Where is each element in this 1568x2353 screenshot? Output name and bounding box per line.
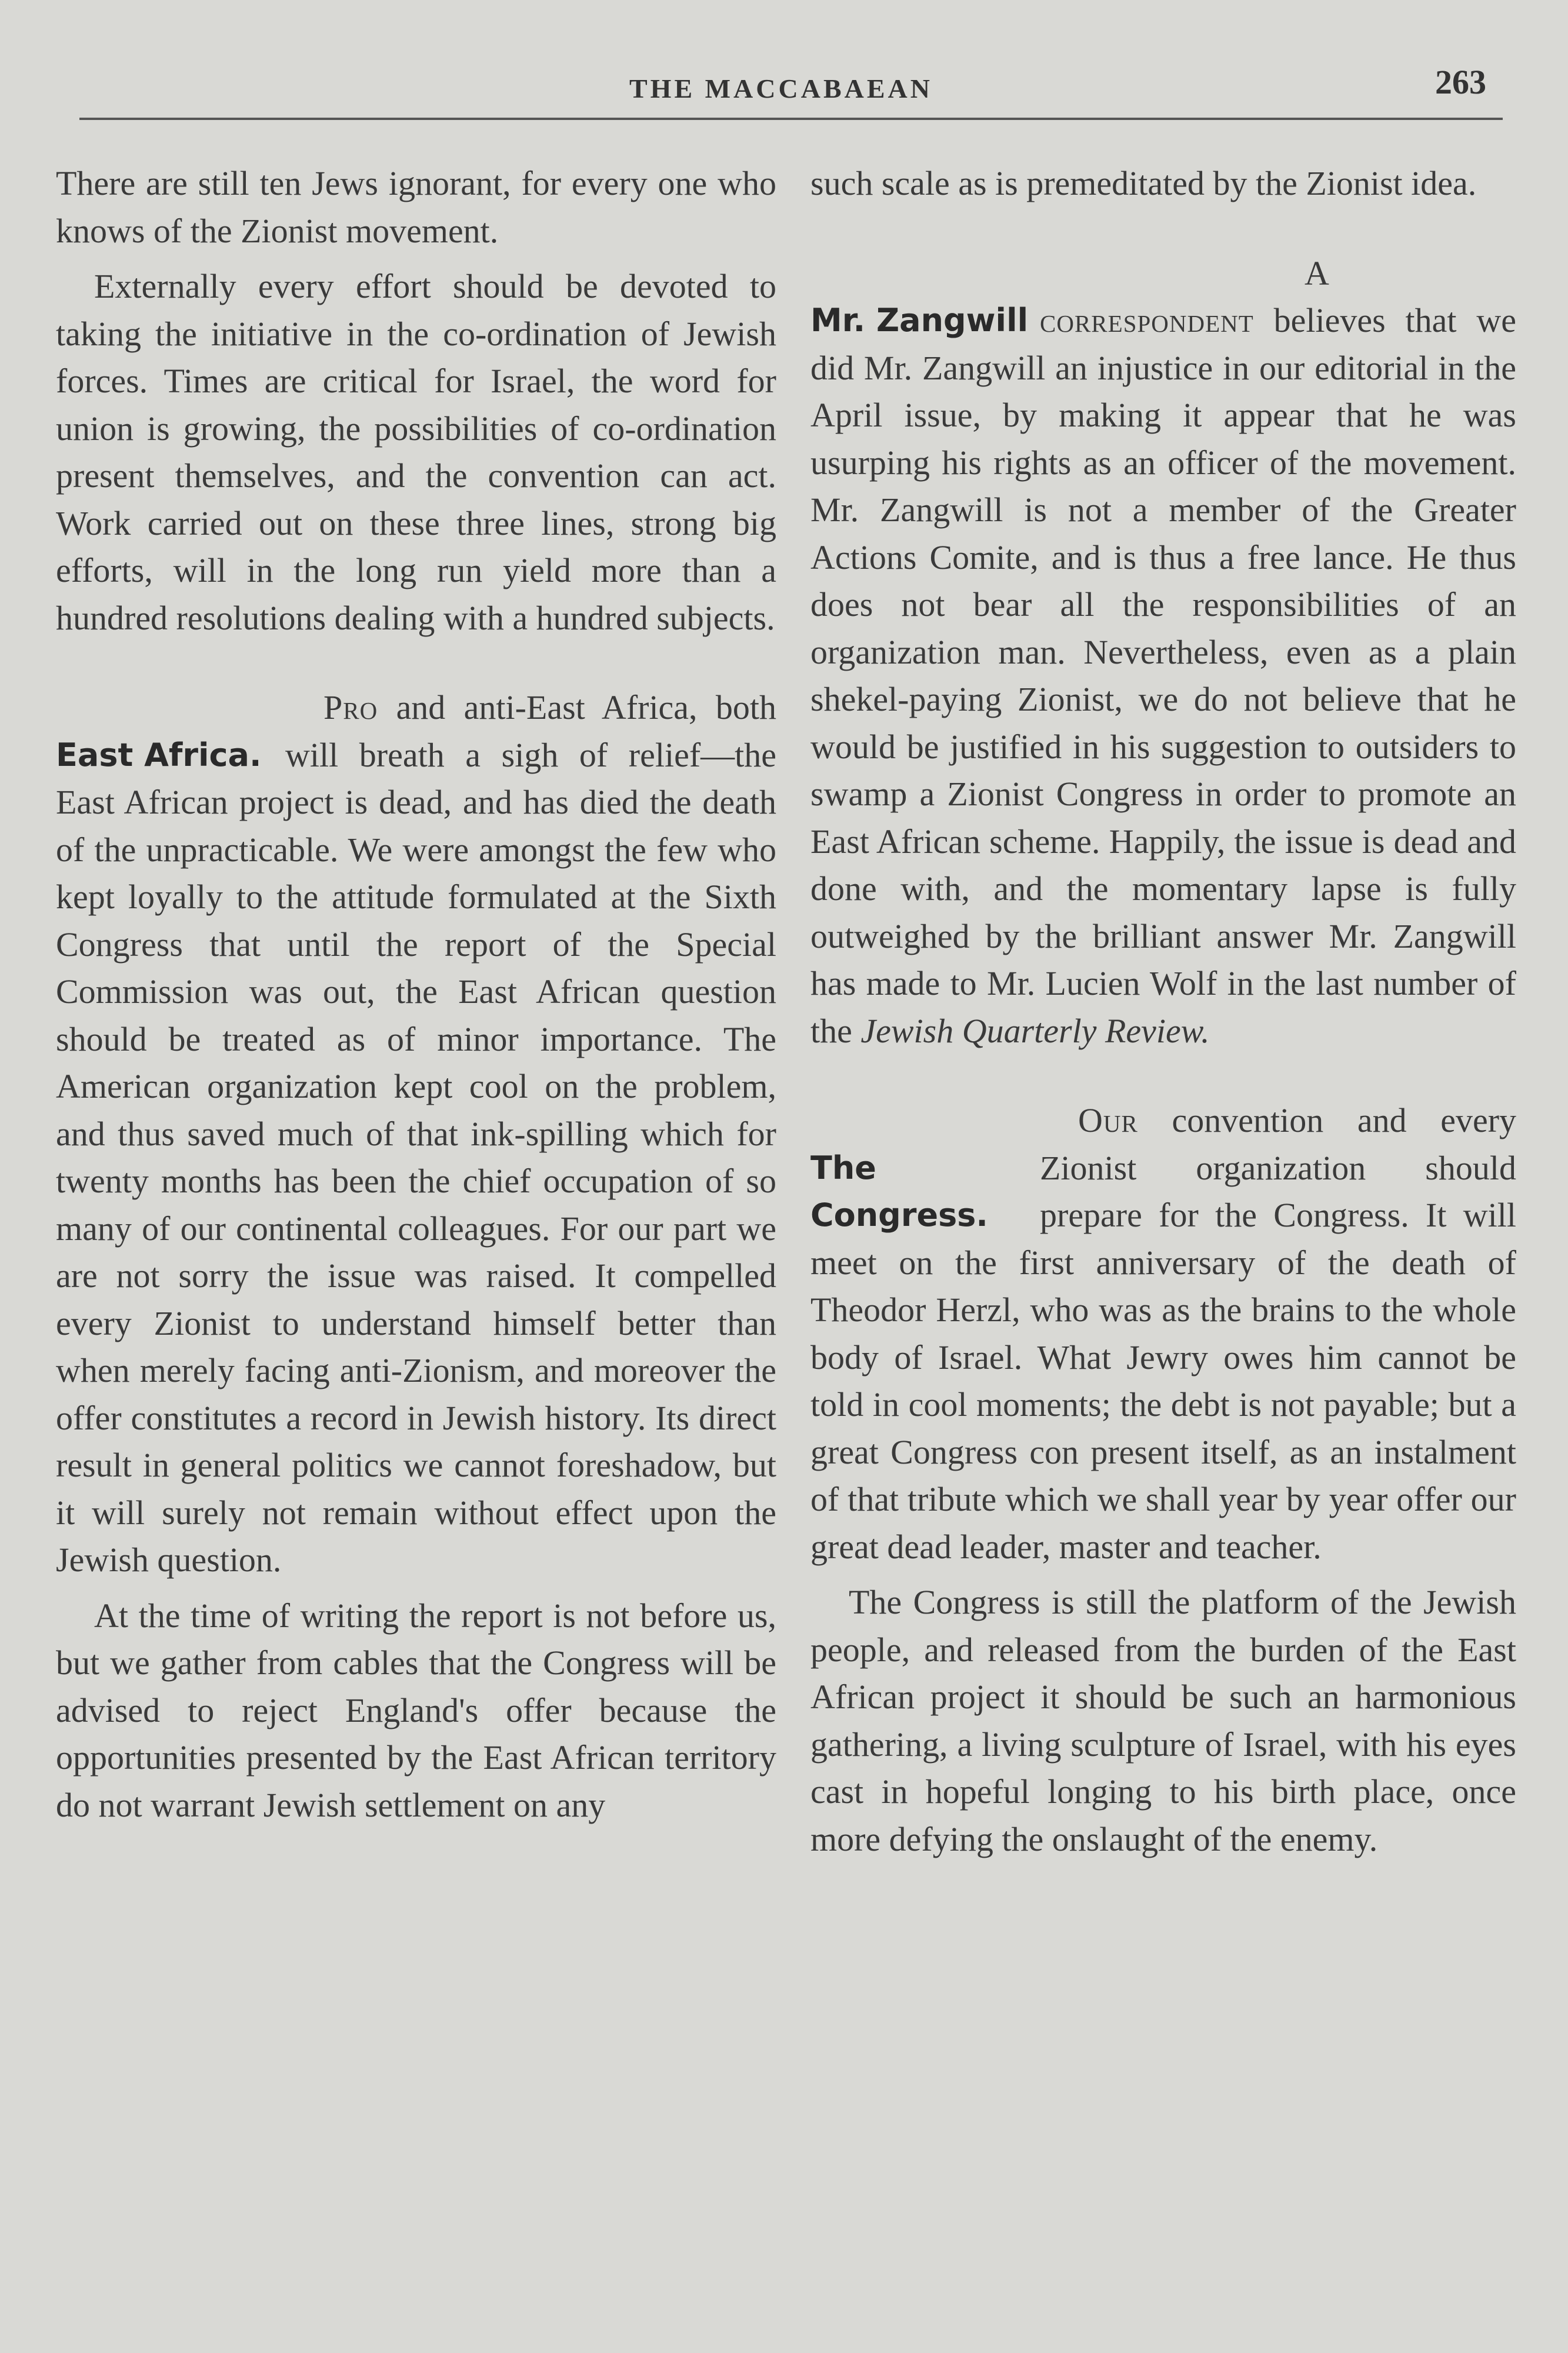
- page-number: 263: [1435, 63, 1486, 101]
- running-head: THE MACCABAEAN: [629, 74, 933, 104]
- side-head-zangwill: Mr. Zangwill: [810, 302, 1029, 339]
- side-head-east-africa: East Africa.: [56, 736, 262, 774]
- side-head-congress: The Congress.: [810, 1149, 988, 1234]
- section-east-africa: [56, 684, 776, 1584]
- paragraph-congress: convention and every Zionist organization should prepare for the Congress. It will meet on the first anniversary of the death of Theodor Herzl, who was as the brains to the whole body of Israel. What Jewry owes him cannot be told in cool moments; the debt is not payable; but a great Congress con present itself, as an instalment of that tribute which we shall year by year offer our great dead leader, master and teacher.: [810, 1101, 1517, 1566]
- header-rule: [79, 118, 1503, 120]
- paragraph-coordination: Externally every effort should be devoted to taking the initiative in the co-ordination of Jewish forces. Times are critical for Israel, the word for union is growing, the possibilities of co-ordination present themselves, and the convention can act. Work carried out on these three lines, strong big efforts, will in the long run yield more than a hundred resolutions dealing with a hundred subjects.: [56, 267, 776, 637]
- paragraph-continuation: such scale as is premeditated by the Zionist idea.: [810, 164, 1477, 202]
- paragraph-ignorance: There are still ten Jews ignorant, for every one who knows of the Zionist movement.: [56, 164, 776, 250]
- left-column: [56, 160, 776, 1829]
- paragraph-platform: The Congress is still the platform of the Jewish people, and released from the burden of the East African project it should be such an harmonious gathering, a living sculpture of Israel, with his eyes cast in hopeful longing to his birth place, once more defying the onslaught of the enemy.: [810, 1583, 1516, 1858]
- congress-lead-word: Our: [1078, 1101, 1138, 1139]
- paragraph-east-africa: and anti-East Africa, both will breath a sigh of relief—the East African project is dead, and has died the death of the unpracticable. We were amongst the few who kept loyally to the attitude formulated at the Sixth Congress that until the report of the Special Commission was out, the East African question should be treated as of minor importance. The American organization kept cool on the problem, and thus saved much of that ink-spilling which for twenty months has been the chief occupation of so many of our continental colleagues. For our part we are not sorry the issue was raised. It compelled every Zionist to understand himself better than when merely facing anti-Zionism, and moreover the offer constitutes a record in Jewish history. Its direct result in general politics we cannot foreshadow, but it will surely not remain without effect upon the Jewish question.: [56, 688, 776, 1579]
- paragraph-report: At the time of writing the report is not before us, but we gather from cables that the Congress will be advised to reject England's offer because the opportunities presented by the East African territory do not warrant Jewish settlement on any: [56, 1596, 776, 1824]
- paragraph-zangwill: believes that we did Mr. Zangwill an injustice in our editorial in the April issue, by making it appear that he was usurping his rights as an officer of the movement. Mr. Zangwill is not a member of the Greater Actions Comite, and is thus a free lance. He thus does not bear all the responsibilities of an organization man. Nevertheless, even as a plain shekel-paying Zionist, we do not believe that he would be justified in his suggestion to outsiders to swamp a Zionist Congress in order to promote an East African scheme. Happily, the issue is dead and done with, and the momentary lapse is fully outweighed by the brilliant answer Mr. Zangwill has made to Mr. Lucien Wolf in the last number of the: [810, 301, 1516, 1050]
- journal-title: Jewish Quarterly Review.: [860, 1011, 1210, 1050]
- east-africa-lead-word: Pro: [323, 688, 378, 726]
- right-column: [810, 160, 1516, 1863]
- section-zangwill: [810, 250, 1516, 1055]
- zangwill-lead-words: A correspondent: [1040, 254, 1330, 339]
- section-congress: [810, 1097, 1516, 1571]
